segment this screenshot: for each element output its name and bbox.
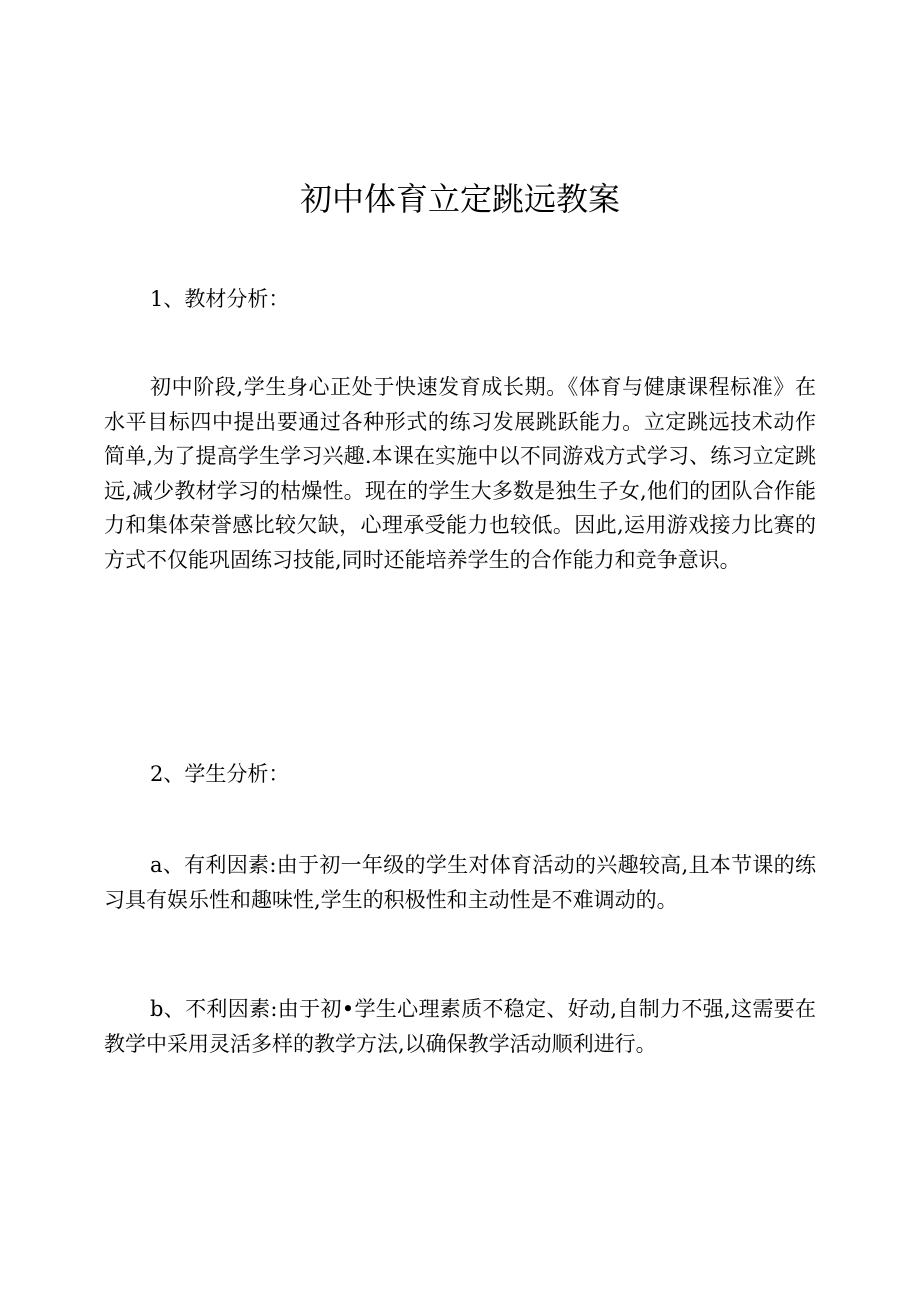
section-heading-student-analysis: 2、学生分析： xyxy=(150,762,290,786)
paragraph-teaching-material-analysis: 初中阶段,学生身心正处于快速发育成长期。《体育与健康课程标准》在水平目标四中提出要通过各种形式的练习发展跳跃能力。立定跳远技术动作简单,为了提高学生学习兴趣.本课在实施中以不同游戏方式学习、练习立定跳远,减少教材学习的枯燥性。现在的学生大多数是独生子女,他们的团队合作能力和集体荣誉感比较欠缺，心理承受能力也较低。因此,运用游戏接力比赛的方式不仅能巩固练习技能,同时还能培养学生的合作能力和竞争意识。 xyxy=(104,375,816,572)
paragraph-unfavorable-factors: b、不利因素:由于初•学生心理素质不稳定、好动,自制力不强,这需要在教学中采用灵活多样的教学方法,以确保教学活动顺利进行。 xyxy=(104,997,816,1056)
section-heading-teaching-material: 1、教材分析： xyxy=(150,287,290,311)
page-title: 初中体育立定跳远教案 xyxy=(299,180,620,218)
paragraph-favorable-factors: a、有利因素:由于初一年级的学生对体育活动的兴趣较高,且本节课的练习具有娱乐性和趣味性,学生的积极性和主动性是不难调动的。 xyxy=(104,853,816,912)
